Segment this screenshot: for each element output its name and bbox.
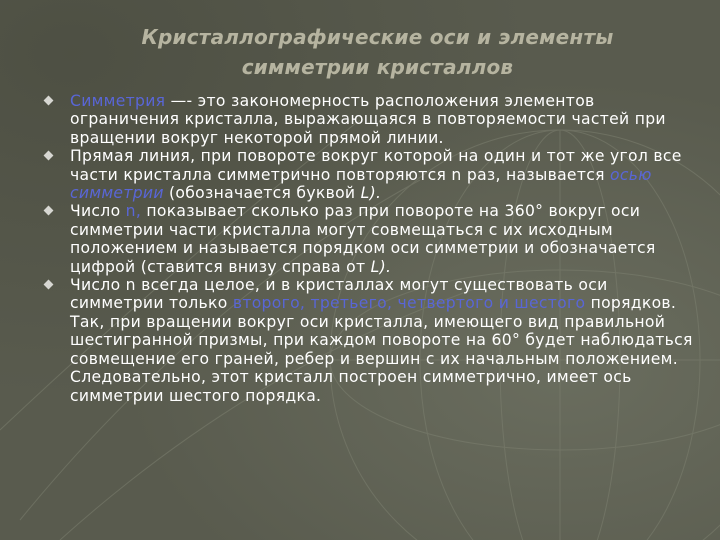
- letter-l: L: [360, 184, 370, 203]
- bullet-text: ).: [369, 184, 382, 203]
- term-n: n,: [125, 202, 142, 221]
- letter-l: L: [370, 257, 380, 276]
- bullet-item-number-n: [42, 202, 706, 276]
- bullet-item-axis: [42, 147, 706, 202]
- title-line-1: Кристаллографические оси и элементы: [141, 25, 614, 49]
- bullet-text: —- это закономерность расположения элементов ограничения кристалла, выражающаяся в повторяемости частей при вращении вокруг некоторой прямой линии.: [70, 92, 666, 147]
- bullet-text: Число n всегда целое, и в кристаллах могут существовать оси симметрии только: [70, 276, 608, 313]
- diamond-bullet-icon: [44, 96, 54, 106]
- bullet-text: (обозначается буквой: [163, 184, 361, 203]
- bullet-text: порядков. Так, при вращении вокруг оси кристалла, имеющего вид правильной шестигранной призмы, при каждом повороте на 60° будет наблюдаться совмещение его граней, ребер и вершин с их начальным положением. Следовательно, этот кристалл построен симметрично, имеет ось симметрии шестого порядка.: [70, 294, 693, 405]
- bullet-text: ).: [379, 257, 392, 276]
- title-line-2: симметрии кристаллов: [241, 55, 514, 79]
- bullet-list: [42, 92, 706, 405]
- diamond-bullet-icon: [44, 280, 54, 290]
- term-axis-of-symmetry: осью симметрии: [70, 165, 652, 203]
- diamond-bullet-icon: [44, 206, 54, 216]
- bullet-item-symmetry: [42, 92, 706, 147]
- bullet-text: Число: [70, 202, 126, 221]
- term-symmetry: Симметрия: [70, 92, 166, 110]
- bullet-text: показывает сколько раз при повороте на 360° вокруг оси симметрии части кристалла могут совмещаться с их исходным положением и называется порядком оси симметрии и обозначается цифрой (ставится внизу справа от: [70, 202, 656, 276]
- bullet-text: Прямая линия, при повороте вокруг которой на один и тот же угол все части кристалла симметрично повторяются n раз, называется: [70, 147, 682, 184]
- slide-title: [100, 22, 655, 82]
- bullet-item-orders: [42, 276, 706, 405]
- diamond-bullet-icon: [44, 151, 54, 161]
- term-orders: второго, третьего, четвертого и шестого: [232, 294, 586, 313]
